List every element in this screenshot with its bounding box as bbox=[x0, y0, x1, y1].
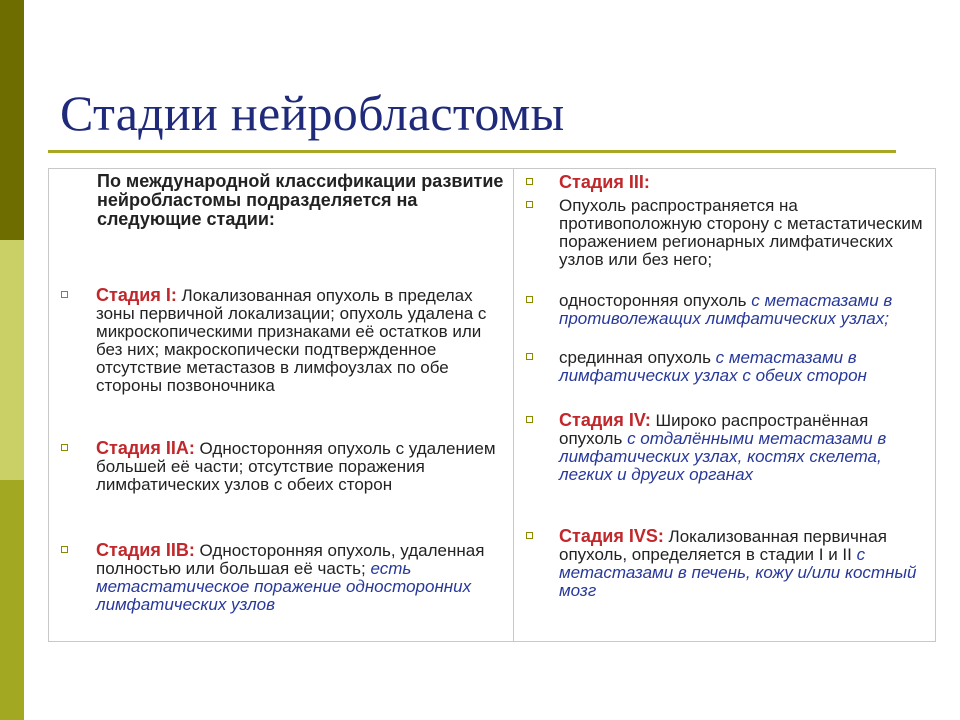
stage-emphasis: есть метастатическое поражение односторонних лимфатических узлов bbox=[96, 559, 472, 614]
bullet-icon bbox=[61, 546, 68, 553]
stage-label: Стадия IIA: bbox=[96, 438, 195, 458]
stage-emphasis: с метастазами в противолежащих лимфатических узлах; bbox=[559, 291, 893, 328]
bullet-icon bbox=[526, 532, 533, 539]
stage-label: Стадия IVS: bbox=[559, 526, 664, 546]
stage-emphasis: с метастазами в лимфатических узлах с обеих сторон bbox=[559, 348, 867, 385]
stage-text bbox=[559, 291, 931, 328]
stage-label: Стадия III: bbox=[559, 172, 650, 192]
slide-title: Стадии нейробластомы bbox=[60, 85, 565, 141]
stage-description: Односторонняя опухоль с удалением большей её части; отсутствие поражения лимфатических узлов с обеих сторон bbox=[96, 439, 496, 494]
bullet-icon bbox=[526, 416, 533, 423]
stage-description: Локализованная первичная опухоль, определяется в стадии I и II bbox=[559, 527, 887, 564]
intro-text: По международной классификации развитие нейробластомы подразделяется на следующие стадии: bbox=[97, 171, 504, 229]
stage-description: Широко распространённая опухоль bbox=[559, 411, 869, 448]
stage-label: Стадия IV: bbox=[559, 410, 651, 430]
stage-text bbox=[96, 286, 506, 395]
bullet-icon bbox=[526, 201, 533, 208]
bullet-icon bbox=[61, 444, 68, 451]
stage-text bbox=[559, 527, 931, 600]
stages-table bbox=[48, 168, 936, 642]
bullet-icon bbox=[526, 178, 533, 185]
stage-text bbox=[96, 541, 506, 614]
side-segment-middle bbox=[0, 240, 24, 480]
stage-emphasis: с отдалёнными метастазами в лимфатических узлах, костях скелета, легких и других органах bbox=[559, 429, 887, 484]
stage-text bbox=[559, 196, 931, 269]
stage-label: Стадия IIB: bbox=[96, 540, 195, 560]
stage-description: односторонняя опухоль bbox=[559, 291, 752, 310]
title-underline bbox=[48, 150, 896, 153]
stage-description: Локализованная опухоль в пределах зоны первичной локализации; опухоль удалена с микроскопическими признаками её остатков или без них; макроскопически подтвержденное отсутствие метастазов в лимфоузлах по обе стороны позвоночника bbox=[96, 286, 487, 395]
column-divider bbox=[513, 169, 514, 641]
stage-text bbox=[559, 173, 931, 192]
side-decoration bbox=[0, 0, 24, 720]
stage-description: срединная опухоль bbox=[559, 348, 716, 367]
stage-description: Опухоль распространяется на противоположную сторону с метастатическим поражением регионарных лимфатических узлов или без него; bbox=[559, 196, 923, 269]
bullet-icon bbox=[526, 353, 533, 360]
bullet-icon bbox=[61, 291, 68, 298]
stage-text bbox=[96, 439, 506, 494]
stage-emphasis: с метастазами в печень, кожу и/или костный мозг bbox=[559, 545, 917, 600]
stage-description: Односторонняя опухоль, удаленная полностью или большая её часть; bbox=[96, 541, 485, 578]
stage-label: Стадия I: bbox=[96, 285, 177, 305]
stage-text bbox=[559, 411, 931, 484]
side-segment-bottom bbox=[0, 480, 24, 720]
stage-text bbox=[559, 348, 931, 385]
side-segment-top bbox=[0, 0, 24, 240]
bullet-icon bbox=[526, 296, 533, 303]
